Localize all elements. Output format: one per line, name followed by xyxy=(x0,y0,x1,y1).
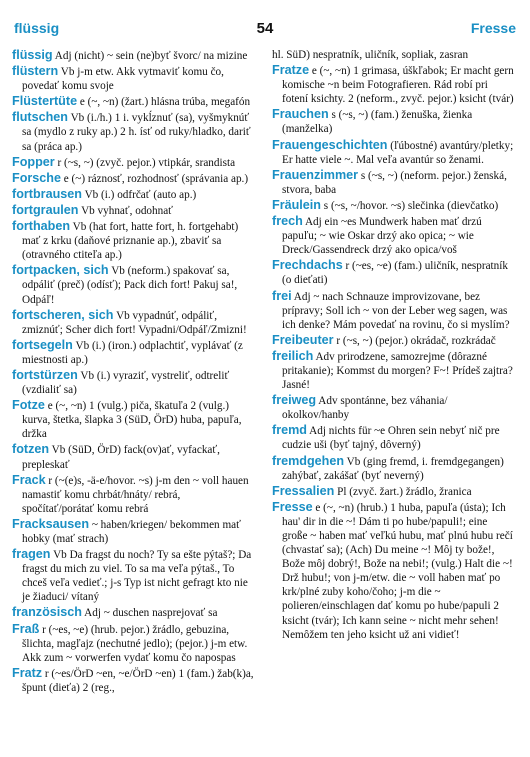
headword: freilich xyxy=(272,348,314,363)
entry-text: Vb (i.) (iron.) odplachtiť, vyplávať (z miestnosti ap.) xyxy=(22,339,243,366)
dictionary-entry xyxy=(12,171,255,186)
headword: Fraß xyxy=(12,621,40,636)
dictionary-entry xyxy=(12,94,255,109)
headword: Fracksausen xyxy=(12,516,90,531)
dictionary-entry xyxy=(12,338,255,367)
entry-text: Vb vypadnúť, odpáliť, zmiznúť; Scher dich fort! Vypadni/Odpáľ/Zmizni! xyxy=(22,309,247,336)
page-header xyxy=(14,20,516,42)
dictionary-entry xyxy=(12,666,255,695)
headword: fortstürzen xyxy=(12,367,78,382)
dictionary-entry xyxy=(12,517,255,546)
entry-text: Vb (SüD, ÖrD) fack(ov)ať, vyfackať, prepleskať xyxy=(22,444,220,471)
dictionary-entry xyxy=(12,368,255,397)
dictionary-entry xyxy=(12,442,255,471)
headword: Fopper xyxy=(12,154,55,169)
entry-text: Vb j-m etw. Akk vytmaviť komu čo, povedať komu svoje xyxy=(22,66,224,93)
entry-text: Pl (zvyč. žart.) žrádlo, žranica xyxy=(334,485,472,498)
entry-text: r (~es/ÖrD ~en, ~e/ÖrD ~en) 1 (fam.) žab(k)a, špunt (dieťa) 2 (reg., xyxy=(22,667,254,694)
dictionary-entry xyxy=(272,484,515,499)
entry-text: r (~es, ~e) (hrub. pejor.) žrádlo, gebuzina, šlichta, magľajz (nechutné jedlo); (pejor.) j-m etw. Akk zum ~ vorwerfen vydať komu čo napospas xyxy=(22,623,248,664)
headword: Frauengeschichten xyxy=(272,137,388,152)
headword: fortgraulen xyxy=(12,202,79,217)
dictionary-entry xyxy=(272,258,515,287)
headword: fremdgehen xyxy=(272,453,345,468)
dictionary-entry xyxy=(272,63,515,106)
headword: Fratz xyxy=(12,665,43,680)
dictionary-entry xyxy=(12,622,255,665)
dictionary-entry xyxy=(272,289,515,332)
entry-text: r (~s, ~) (pejor.) okrádač, rozkrádač xyxy=(333,334,496,347)
headword: Fresse xyxy=(272,499,313,514)
dictionary-entry xyxy=(272,423,515,452)
dictionary-entry xyxy=(272,500,515,642)
headword: fremd xyxy=(272,423,307,438)
page-number: 54 xyxy=(256,20,274,37)
headword: Frechdachs xyxy=(272,258,343,273)
dictionary-entry xyxy=(272,107,515,136)
dictionary-entry xyxy=(272,393,515,422)
dictionary-entry xyxy=(12,110,255,153)
dictionary-entry xyxy=(12,64,255,93)
headword: fortpacken, sich xyxy=(12,263,109,278)
entry-text: e (~, ~n) 1 (vulg.) piča, škatuľa 2 (vulg.) kurva, štetka, šlapka 3 (SüD, ÖrD) huba, papuľa, držka xyxy=(22,400,242,441)
entry-text: Adv prirodzene, samozrejme (dôrazné pritakanie); Kommst du morgen? F~! Prídeš zajtra? Jasné! xyxy=(282,350,513,392)
headword: flüstern xyxy=(12,64,59,79)
entry-text: Adj ein ~es Mundwerk haben mať drzú papuľu; ~ wie Oskar drzý ako opica; ~ wie Dreck/Gassendreck drzý ako opica/voš xyxy=(282,216,482,257)
headword: flutschen xyxy=(12,110,68,125)
headword: Frauchen xyxy=(272,107,329,122)
entry-text: s (~s, ~/hovor. ~s) slečinka (dievčatko) xyxy=(321,199,499,212)
dictionary-entry xyxy=(272,198,515,213)
entry-text: Vb (i.) odfrčať (auto ap.) xyxy=(81,188,197,201)
dictionary-entry xyxy=(12,48,255,63)
headword: Frauenzimmer xyxy=(272,167,359,182)
headword: freiweg xyxy=(272,393,317,408)
dictionary-entry xyxy=(272,214,515,257)
entry-text: Adj (nicht) ~ sein (ne)byť švorc/ na mizine xyxy=(52,50,248,62)
entry-text: Adv spontánne, bez váhania/ okolkov/hanby xyxy=(282,395,448,422)
headword: Forsche xyxy=(12,170,61,185)
dictionary-entry xyxy=(12,398,255,441)
dictionary-entry xyxy=(272,168,515,197)
dictionary-entry xyxy=(12,203,255,218)
entry-text: Adj nichts für ~e Ohren sein nebyť nič pre cudzie uši (byť tajný, dôverný) xyxy=(282,425,500,452)
headword: Fratze xyxy=(272,63,310,78)
dictionary-entry xyxy=(12,155,255,170)
dictionary-entry xyxy=(12,605,255,620)
dictionary-entry xyxy=(272,454,515,483)
entry-text: Vb (i.) vyraziť, vystreliť, odtreliť (vzdialiť sa) xyxy=(22,369,230,397)
running-head-right: Fresse xyxy=(470,20,516,36)
entry-text: e (~) ráznosť, rozhodnosť (správania ap.) xyxy=(61,172,249,185)
dictionary-entry xyxy=(272,349,515,392)
entry-text: r (~s, ~) (zvyč. pejor.) vtipkár, srandista xyxy=(54,156,236,169)
headword: frech xyxy=(272,214,303,229)
headword: Fotze xyxy=(12,398,45,413)
entry-text: Vb (ging fremd, i. fremdgegangen) zahýbať, zakášať (byť neverný) xyxy=(282,455,504,482)
headword: französisch xyxy=(12,605,82,620)
headword: Fräulein xyxy=(272,197,321,212)
entry-text: e (~, ~n) (žart.) hlásna trúba, megafón xyxy=(77,96,251,109)
entry-text: (ľúbostné) avantúry/pletky; Er hatte viele ~. Mal veľa avantúr so ženami. xyxy=(282,139,514,166)
entry-text: e (~, ~n) 1 grimasa, úškľabok; Er macht gern komische ~n beim Fotografieren. Rád robí pri fotení ksichty. 2 (neform., zvyč. pejor.) ksicht (tvár) xyxy=(282,65,514,106)
dictionary-entry xyxy=(272,138,515,167)
headword: Frack xyxy=(12,472,46,487)
dictionary-entry xyxy=(272,333,515,348)
headword: Freibeuter xyxy=(272,332,334,347)
entry-text: Vb Da fragst du noch? Ty sa ešte pýtaš?; Da fragst du mich zu viel. To sa ma veľa pýtaš., To chceš veľa vedieť.; j-s Typ ist nicht gefragt kto nie je žiaduci/ vítaný xyxy=(22,549,252,604)
right-column xyxy=(272,48,515,643)
entry-text: Vb (neform.) spakovať sa, odpáliť (preč) (odísť); Pack dich fort! Pakuj sa!, Odpáľ! xyxy=(22,265,238,306)
headword: fortbrausen xyxy=(12,186,82,201)
entry-text: ~ haben/kriegen/ bekommen mať hobky (mať strach) xyxy=(22,518,241,545)
entry-text: hl. SüD) nespratník, uličník, sopliak, zasran xyxy=(272,49,469,61)
headword: frei xyxy=(272,288,292,303)
running-head-left: flüssig xyxy=(14,20,60,36)
entry-text: Vb (i./h.) 1 i. vykĺznuť (sa), vyšmyknúť sa (mydlo z ruky ap.) 2 h. ísť od ruky/hladko, dariť sa (práca ap.) xyxy=(22,112,251,153)
headword: Flüstertüte xyxy=(12,94,78,109)
dictionary-entry xyxy=(12,547,255,604)
headword: forthaben xyxy=(12,219,71,234)
headword: fortsegeln xyxy=(12,337,73,352)
entry-text: Adj ~ duschen nasprejovať sa xyxy=(82,607,218,620)
entry-text: Vb (hat fort, hatte fort, h. fortgehabt) mať z krku (daňové priznanie ap.), zbaviť sa (otravného ctiteľa ap.) xyxy=(22,221,239,262)
headword: fotzen xyxy=(12,442,50,457)
dictionary-entry xyxy=(12,219,255,262)
headword: Fressalien xyxy=(272,483,335,498)
entry-text: s (~s, ~) (fam.) ženuška, žienka (manželka) xyxy=(282,109,473,136)
dictionary-entry xyxy=(272,48,515,62)
left-column xyxy=(12,48,255,696)
entry-text: s (~s, ~) (neform. pejor.) ženská, stvora, baba xyxy=(282,169,507,196)
dictionary-entry xyxy=(12,308,255,337)
entry-text: r (~es, ~e) (fam.) uličník, nespratník (o dieťati) xyxy=(282,260,508,287)
entry-text: e (~, ~n) (hrub.) 1 huba, papuľa (ústa); Ich hau' dir in die ~! Dám ti po hube/papuli!; eine große ~ haben mať veľkú hubu, mať plnú hubu rečí (chvastať sa); (Ach) Du meine ~! Môj ty bože!, Bože môj dobrý!, Bože na nebi!; (vulg.) Halt die ~! Drž hubu!; von j-m/etw. die ~ voll haben mať po krk/plné zuby koho/čoho; j-m die ~ polieren/einschlagen dať komu po hube/papuli 2 ksicht (tvár); Ich kann seine ~ nicht mehr sehen! Nemôžem ten jeho ksicht už ani vidieť! xyxy=(282,501,513,641)
entry-text: Vb vyhnať, odohnať xyxy=(78,204,173,217)
headword: fragen xyxy=(12,547,51,562)
entry-text: r (~(e)s, -ä-e/hovor. ~s) j-m den ~ voll hauen namastiť komu chrbát/hnáty/ rebrá, spočítať/porátať komu rebrá xyxy=(22,474,249,515)
dictionary-entry xyxy=(12,473,255,516)
dictionary-entry xyxy=(12,187,255,202)
dictionary-entry xyxy=(12,263,255,306)
entry-text: Adj ~ nach Schnauze improvizovane, bez prípravy; Soll ich ~ von der Leber weg sagen, was ich denke? Mám povedať na rovinu, čo si myslím? xyxy=(282,290,510,331)
headword: flüssig xyxy=(12,48,53,62)
headword: fortscheren, sich xyxy=(12,307,114,322)
